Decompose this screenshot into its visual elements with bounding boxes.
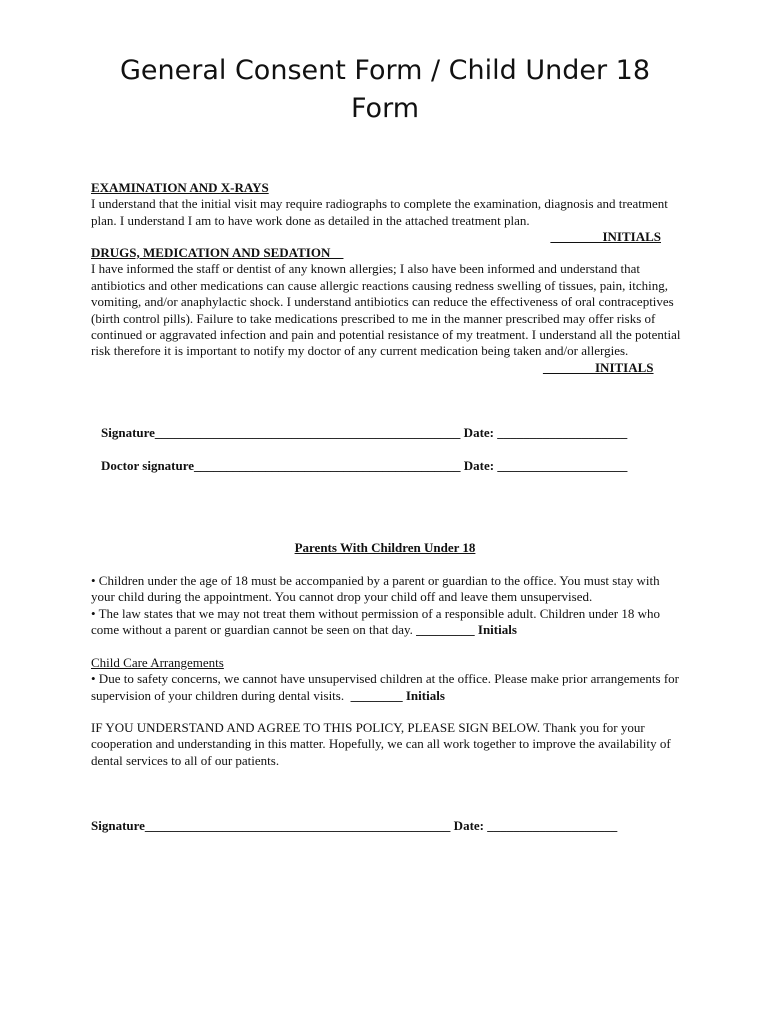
final-signature-line[interactable]: Signature_______________________________________________ Date: ____________________ (91, 818, 618, 833)
parents-heading: Parents With Children Under 18 (294, 540, 476, 555)
childcare-bullet: • Due to safety concerns, we cannot have unsupervised children at the office. Please make prior arrangements for supervision of your children during dental visits. (91, 671, 680, 703)
childcare-heading: Child Care Arrangements (91, 655, 224, 670)
form-title-line-2: Form (350, 93, 419, 124)
agreement-section (91, 720, 681, 769)
doctor-signature-line[interactable]: Doctor signature_________________________________________ Date: ____________________ (101, 458, 628, 473)
parents-bullet-1: • Children under the age of 18 must be accompanied by a parent or guardian to the office. You must stay with your child during the appointment. You cannot drop your child off and leave them unsupervised. (91, 573, 660, 605)
drugs-section (91, 245, 681, 360)
parents-section (91, 573, 681, 639)
parents-bullet-2-wrap (91, 606, 681, 639)
parents-bullet-2: • The law states that we may not treat them without permission of a responsible adult. Children under 18 who come without a parent or guardian cannot be seen on that day. (91, 605, 660, 638)
drugs-initials[interactable]: ________INITIALS (543, 360, 654, 375)
form-title (60, 52, 710, 128)
parents-initials[interactable]: _________ Initials (416, 622, 517, 638)
childcare-section (91, 655, 681, 704)
childcare-bullet-wrap (91, 671, 681, 704)
form-title-line-1: General Consent Form / Child Under 18 (119, 55, 651, 86)
exam-section (91, 180, 681, 246)
drugs-heading: DRUGS, MEDICATION AND SEDATION__ (91, 245, 344, 260)
childcare-initials[interactable]: ________ Initials (350, 687, 445, 703)
agreement-text: IF YOU UNDERSTAND AND AGREE TO THIS POLICY, PLEASE SIGN BELOW. Thank you for your cooperation and understanding in this matter. Hopefully, we can all work together to improve the availability of dental services to all of our patients. (91, 720, 671, 768)
patient-signature-line[interactable]: Signature_______________________________________________ Date: ____________________ (101, 425, 628, 440)
exam-text: I understand that the initial visit may require radiographs to complete the examination, diagnosis and treatment plan. I understand I am to have work done as detailed in the attached treatment plan. (91, 196, 668, 228)
exam-heading: EXAMINATION AND X-RAYS (91, 180, 269, 195)
exam-initials[interactable]: ________INITIALS (550, 229, 661, 245)
drugs-text: I have informed the staff or dentist of any known allergies; I also have been informed and understand that antibiotics and other medications can cause allergic reactions causing redness swelling of tissues, pain, itching, vomiting, and/or anaphylactic shock. I understand antibiotics can reduce the effectiveness of oral contraceptives (birth control pills). Failure to take medications prescribed to me in the manner prescribed may offer risks of continued or aggravated infection and pain and potential resistance of my treatment. I understand all the potential risk therefore it is important to notify my doctor of any current medication being taken and/or allergies. (91, 261, 681, 359)
